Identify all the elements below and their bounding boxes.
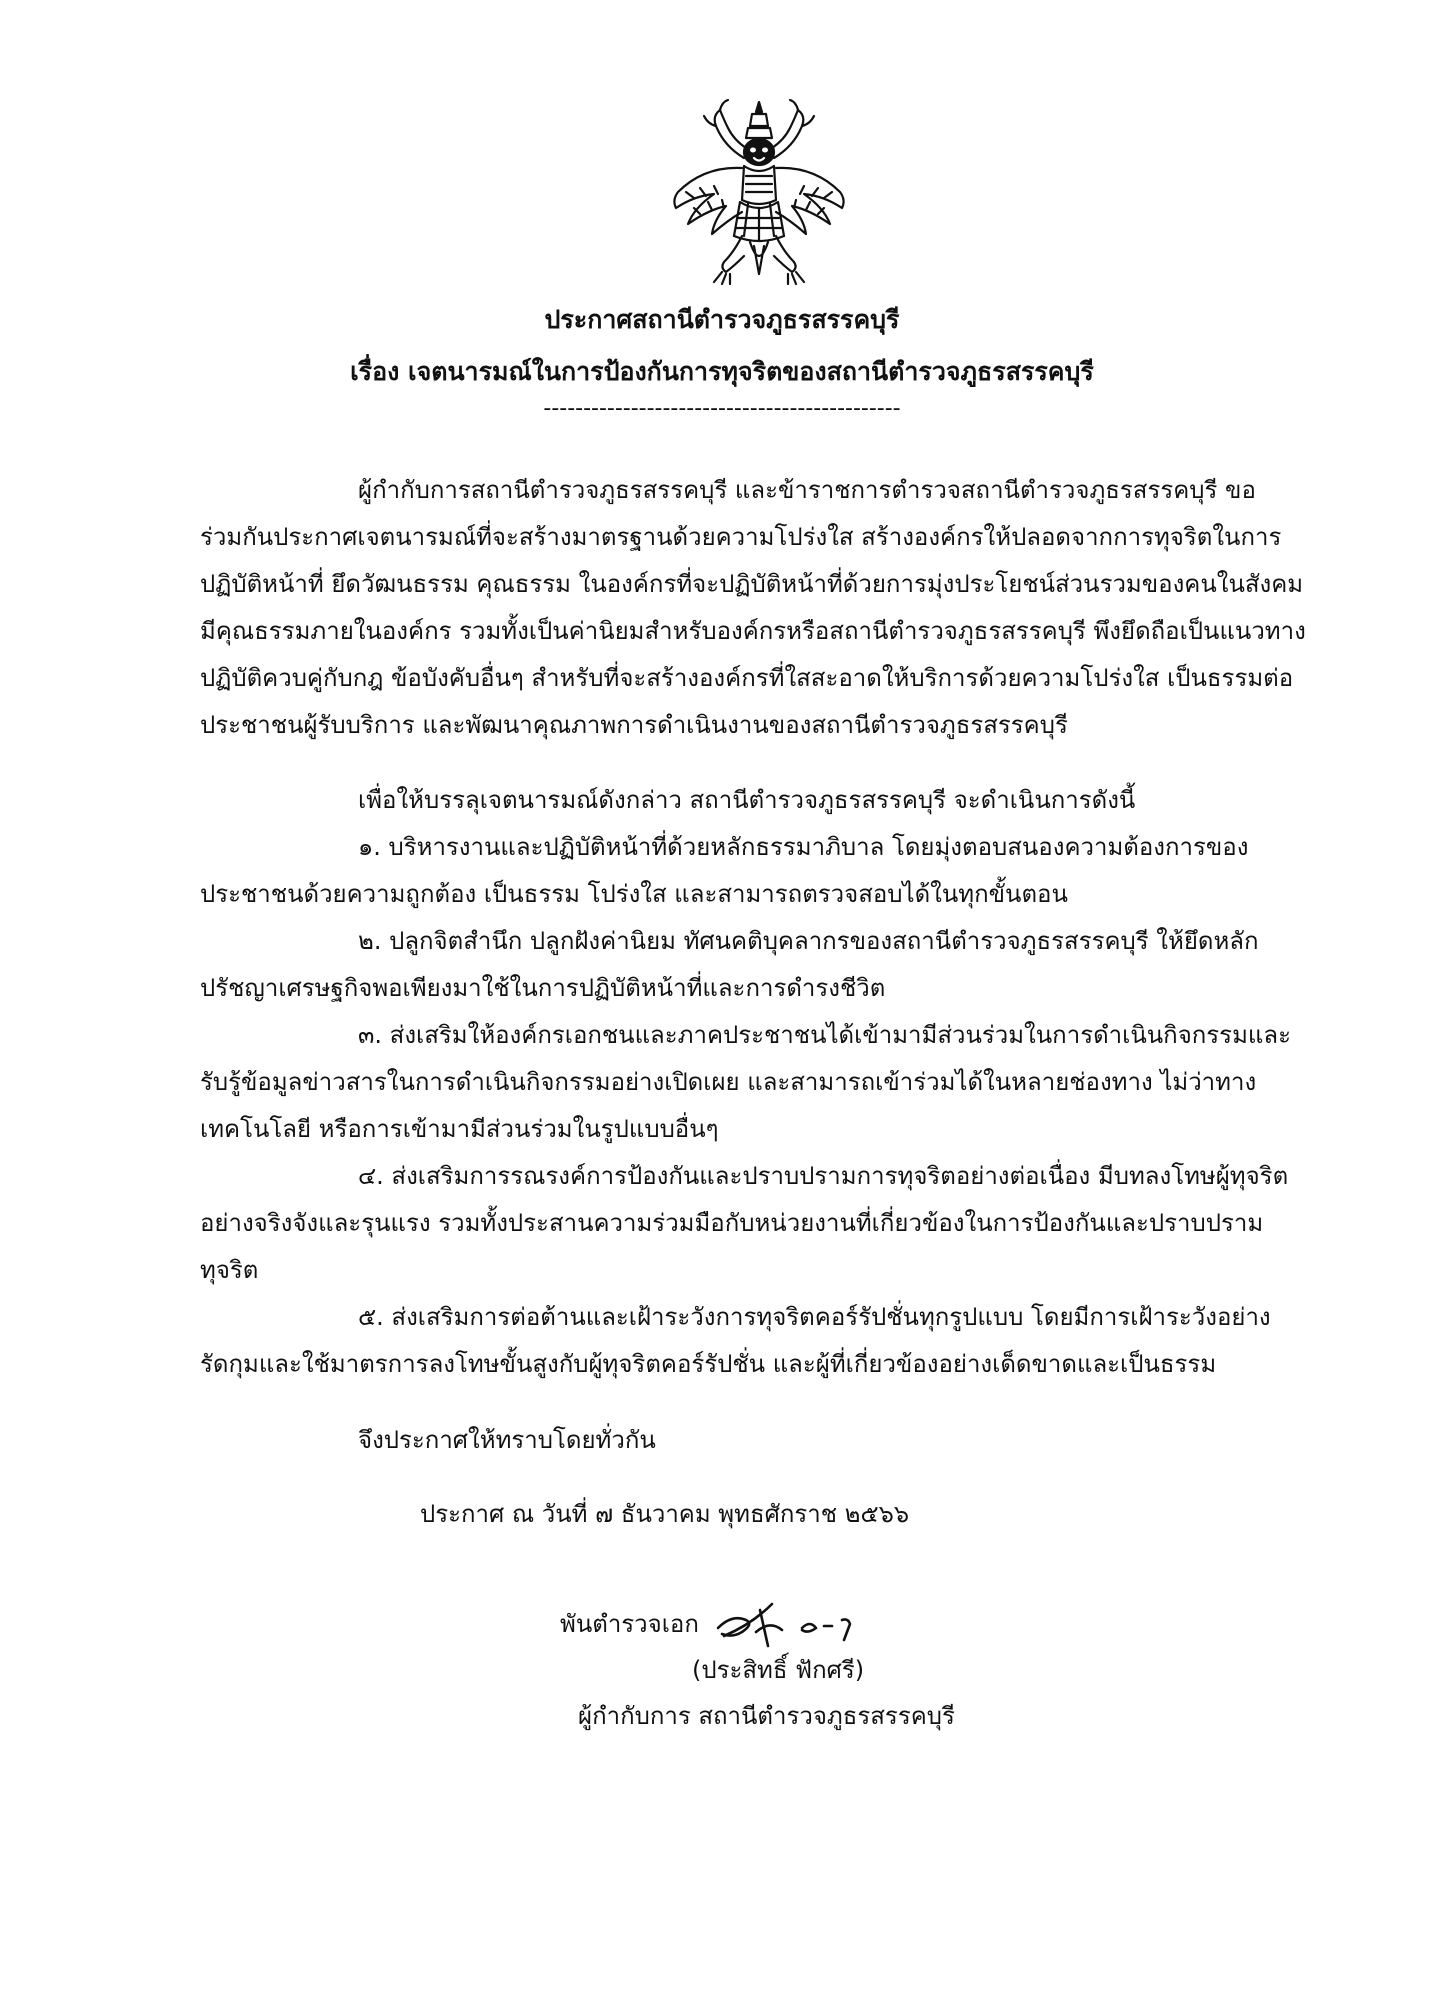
list-item-first-line: ๒. ปลูกจิตสำนึก ปลูกฝังค่านิยม ทัศนคติบุคลากรของสถานีตำรวจภูธรสรรคบุรี ให้ยึดหลัก xyxy=(358,927,1259,955)
intro-line: ผู้กำกับการสถานีตำรวจภูธรสรรคบุรี และข้าราชการตำรวจสถานีตำรวจภูธรสรรคบุรี ขอ xyxy=(358,476,1256,504)
signer-position: ผู้กำกับการ สถานีตำรวจภูธรสรรคบุรี xyxy=(578,1702,955,1730)
intro-line: ประชาชนผู้รับบริการ และพัฒนาคุณภาพการดำเนินงานของสถานีตำรวจภูธรสรรคบุรี xyxy=(200,711,1068,739)
intro-line: ปฏิบัติควบคู่กับกฎ ข้อบังคับอื่นๆ สำหรับที่จะสร้างองค์กรที่ใสสะอาดให้บริการด้วยความโปร่งใส เป็นธรรมต่อ xyxy=(200,664,1294,692)
lead-in-line: เพื่อให้บรรลุเจตนารมณ์ดังกล่าว สถานีตำรวจภูธรสรรคบุรี จะดำเนินการดังนี้ xyxy=(358,786,1136,814)
list-item-line: ปรัชญาเศรษฐกิจพอเพียงมาใช้ในการปฏิบัติหน้าที่และการดำรงชีวิต xyxy=(200,974,886,1002)
list-item-line: ประชาชนด้วยความถูกต้อง เป็นธรรม โปร่งใส และสามารถตรวจสอบได้ในทุกขั้นตอน xyxy=(200,880,1068,908)
document-title: ประกาศสถานีตำรวจภูธรสรรคบุรี xyxy=(544,305,900,334)
closing-line: จึงประกาศให้ทราบโดยทั่วกัน xyxy=(358,1426,656,1454)
announcement-date: ประกาศ ณ วันที่ ๗ ธันวาคม พุทธศักราช ๒๕๖๖ xyxy=(420,1500,910,1528)
list-item-line: ทุจริต xyxy=(200,1256,259,1284)
intro-line: ปฏิบัติหน้าที่ ยึดวัฒนธรรม คุณธรรม ในองค์กรที่จะปฏิบัติหน้าที่ด้วยการมุ่งประโยชน์ส่วนรวมของคนในสังคม xyxy=(200,570,1304,598)
list-item-first-line: ๕. ส่งเสริมการต่อต้านและเฝ้าระวังการทุจริตคอร์รัปชั่นทุกรูปแบบ โดยมีการเฝ้าระวังอย่าง xyxy=(358,1303,1271,1331)
signer-name: (ประสิทธิ์ ฟักศรี) xyxy=(692,1656,865,1684)
list-item-line: รัดกุมและใช้มาตรการลงโทษขั้นสูงกับผู้ทุจริตคอร์รัปชั่น และผู้ที่เกี่ยวข้องอย่างเด็ดขาดและเป็นธรรม xyxy=(200,1350,1217,1378)
intro-line: ร่วมกันประกาศเจตนารมณ์ที่จะสร้างมาตรฐานด้วยความโปร่งใส สร้างองค์กรให้ปลอดจากการทุจริตในการ xyxy=(200,523,1282,551)
list-item-first-line: ๓. ส่งเสริมให้องค์กรเอกชนและภาคประชาชนได้เข้ามามีส่วนร่วมในการดำเนินกิจกรรมและ xyxy=(358,1021,1291,1049)
list-item-line: อย่างจริงจังและรุนแรง รวมทั้งประสานความร่วมมือกับหน่วยงานที่เกี่ยวข้องในการป้องกันและปราบปราม xyxy=(200,1209,1264,1237)
signer-rank: พันตำรวจเอก xyxy=(560,1610,699,1638)
list-item-first-line: ๑. บริหารงานและปฏิบัติหน้าที่ด้วยหลักธรรมาภิบาล โดยมุ่งตอบสนองความต้องการของ xyxy=(358,833,1249,861)
handwritten-signature-icon xyxy=(712,1594,862,1654)
intro-line: มีคุณธรรมภายในองค์กร รวมทั้งเป็นค่านิยมสำหรับองค์กรหรือสถานีตำรวจภูธรสรรคบุรี พึงยึดถือเป็นแนวทาง xyxy=(200,617,1306,645)
title-divider: --------------------------------------------- xyxy=(543,396,901,421)
garuda-emblem-icon xyxy=(664,96,854,288)
list-item-first-line: ๔. ส่งเสริมการรณรงค์การป้องกันและปราบปรามการทุจริตอย่างต่อเนื่อง มีบทลงโทษผู้ทุจริต xyxy=(358,1162,1289,1190)
list-item-line: รับรู้ข้อมูลข่าวสารในการดำเนินกิจกรรมอย่างเปิดเผย และสามารถเข้าร่วมได้ในหลายช่องทาง ไม่ว่าทาง xyxy=(200,1068,1257,1096)
document-subject: เรื่อง เจตนารมณ์ในการป้องกันการทุจริตของสถานีตำรวจภูธรสรรคบุรี xyxy=(350,357,1094,386)
list-item-line: เทคโนโลยี หรือการเข้ามามีส่วนร่วมในรูปแบบอื่นๆ xyxy=(200,1115,719,1143)
